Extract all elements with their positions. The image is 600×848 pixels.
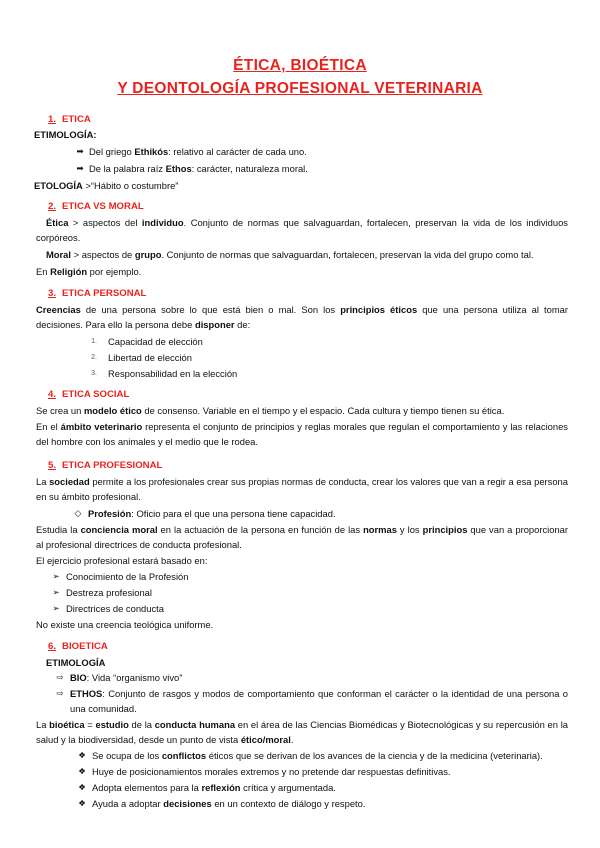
section-2 (36, 199, 568, 279)
section-4 (36, 387, 568, 449)
paragraph: El ejercicio profesional estará basado en: (36, 555, 208, 566)
paragraph: Moral > aspectos de grupo. Conjunto de normas que salvaguardan, fortalecen, preservan la vida del grupo como tal. (46, 249, 534, 260)
paragraph: La bioética = estudio de la conducta humana en el área de las Ciencias Biomédicas y Biotecnológicas y su repercusión en la salud y la biodiversidad, desde un punto de vista ético/moral. (36, 719, 568, 745)
section-heading: 3. ETICA PERSONAL (48, 288, 147, 299)
etimologia-label: ETIMOLOGÍA: (34, 129, 97, 140)
list-item: ➡ Del griego Ethikós: relativo al carácter de cada uno. (36, 144, 568, 159)
section-5 (36, 458, 568, 632)
list-item: ❖ Ayuda a adoptar decisiones en un contexto de diálogo y respeto. (36, 796, 568, 811)
diamond-bullet-icon: ◇ (74, 508, 82, 518)
paragraph: La sociedad permite a los profesionales crear sus propias normas de conducta, crear los valores que van a regir a esa persona en su ámbito profesional. (36, 476, 568, 502)
paragraph: En el ámbito veterinario representa el conjunto de principios y reglas morales que regulan el comportamiento y las relaciones del hombre con los animales y el medio que le rodea. (36, 421, 568, 447)
paragraph: Ética > aspectos del individuo. Conjunto de normas que salvaguardan, fortalecen, preservan la vida de los individuos corpóreos. (36, 217, 568, 243)
list-item: ❖ Adopta elementos para la reflexión crítica y argumentada. (36, 780, 568, 795)
section-heading: 4. ETICA SOCIAL (48, 389, 130, 400)
arrow-bullet-icon: ➡ (76, 163, 84, 173)
section-1 (36, 112, 568, 193)
section-heading: 1. ETICA (48, 114, 91, 125)
list-item: ◇ Profesión: Oficio para el que una persona tiene capacidad. (36, 506, 568, 521)
chevron-bullet-icon: ➢ (52, 571, 60, 581)
arrow-bullet-icon: ⇨ (56, 672, 64, 682)
list-item: ⇨ ETHOS: Conjunto de rasgos y modos de comportamiento que conforman el carácter o la identidad de una persona o una comunidad. (36, 686, 568, 716)
title-line-1: ÉTICA, BIOÉTICA (233, 57, 367, 74)
list-item: 2. Libertad de elección (91, 352, 192, 363)
chevron-bullet-icon: ➢ (52, 587, 60, 597)
etimologia-label: ETIMOLOGÍA (46, 657, 106, 668)
list-item: ➢ Conocimiento de la Profesión (36, 569, 568, 584)
list-item: 3. Responsabilidad en la elección (91, 368, 238, 379)
arrow-bullet-icon: ➡ (76, 146, 84, 156)
paragraph: Creencias de una persona sobre lo que está bien o mal. Son los principios éticos que una persona utiliza al tomar decisiones. Para ello la persona debe disponer de: (36, 304, 568, 330)
section-3 (36, 286, 568, 381)
flower-bullet-icon: ❖ (78, 750, 86, 760)
list-item: ➡ De la palabra raíz Ethos: carácter, naturaleza moral. (36, 161, 568, 176)
list-item: ➢ Directrices de conducta (36, 601, 568, 616)
paragraph: En Religión por ejemplo. (36, 266, 142, 277)
section-6 (36, 639, 568, 811)
arrow-bullet-icon: ⇨ (56, 688, 64, 698)
section-heading: 6. BIOETICA (48, 641, 108, 652)
title-line-2: Y DEONTOLOGÍA PROFESIONAL VETERINARIA (117, 80, 483, 97)
paragraph: No existe una creencia teológica uniforme. (36, 619, 214, 630)
flower-bullet-icon: ❖ (78, 782, 86, 792)
section-heading: 5. ETICA PROFESIONAL (48, 460, 163, 471)
list-item: 1. Capacidad de elección (91, 336, 203, 347)
paragraph: Se crea un modelo ético de consenso. Variable en el tiempo y el espacio. Cada cultura y tiempo tienen su ética. (36, 405, 505, 416)
list-item: ⇨ BIO: Vida “organismo vivo” (36, 670, 568, 685)
list-item: ➢ Destreza profesional (36, 585, 568, 600)
section-heading: 2. ETICA VS MORAL (48, 201, 144, 212)
list-item: ❖ Huye de posicionamientos morales extremos y no pretende dar respuestas definitivas. (36, 764, 568, 779)
flower-bullet-icon: ❖ (78, 798, 86, 808)
list-item: ❖ Se ocupa de los conflictos éticos que se derivan de los avances de la ciencia y de la medicina (veterinaria). (36, 748, 568, 763)
etologia-line: ETOLOGÍA >“Hábito o costumbre” (34, 180, 179, 191)
chevron-bullet-icon: ➢ (52, 603, 60, 613)
paragraph: Estudia la conciencia moral en la actuación de la persona en función de las normas y los principios que van a proporcionar al profesional directrices de conducta profesional. (36, 524, 568, 550)
flower-bullet-icon: ❖ (78, 766, 86, 776)
